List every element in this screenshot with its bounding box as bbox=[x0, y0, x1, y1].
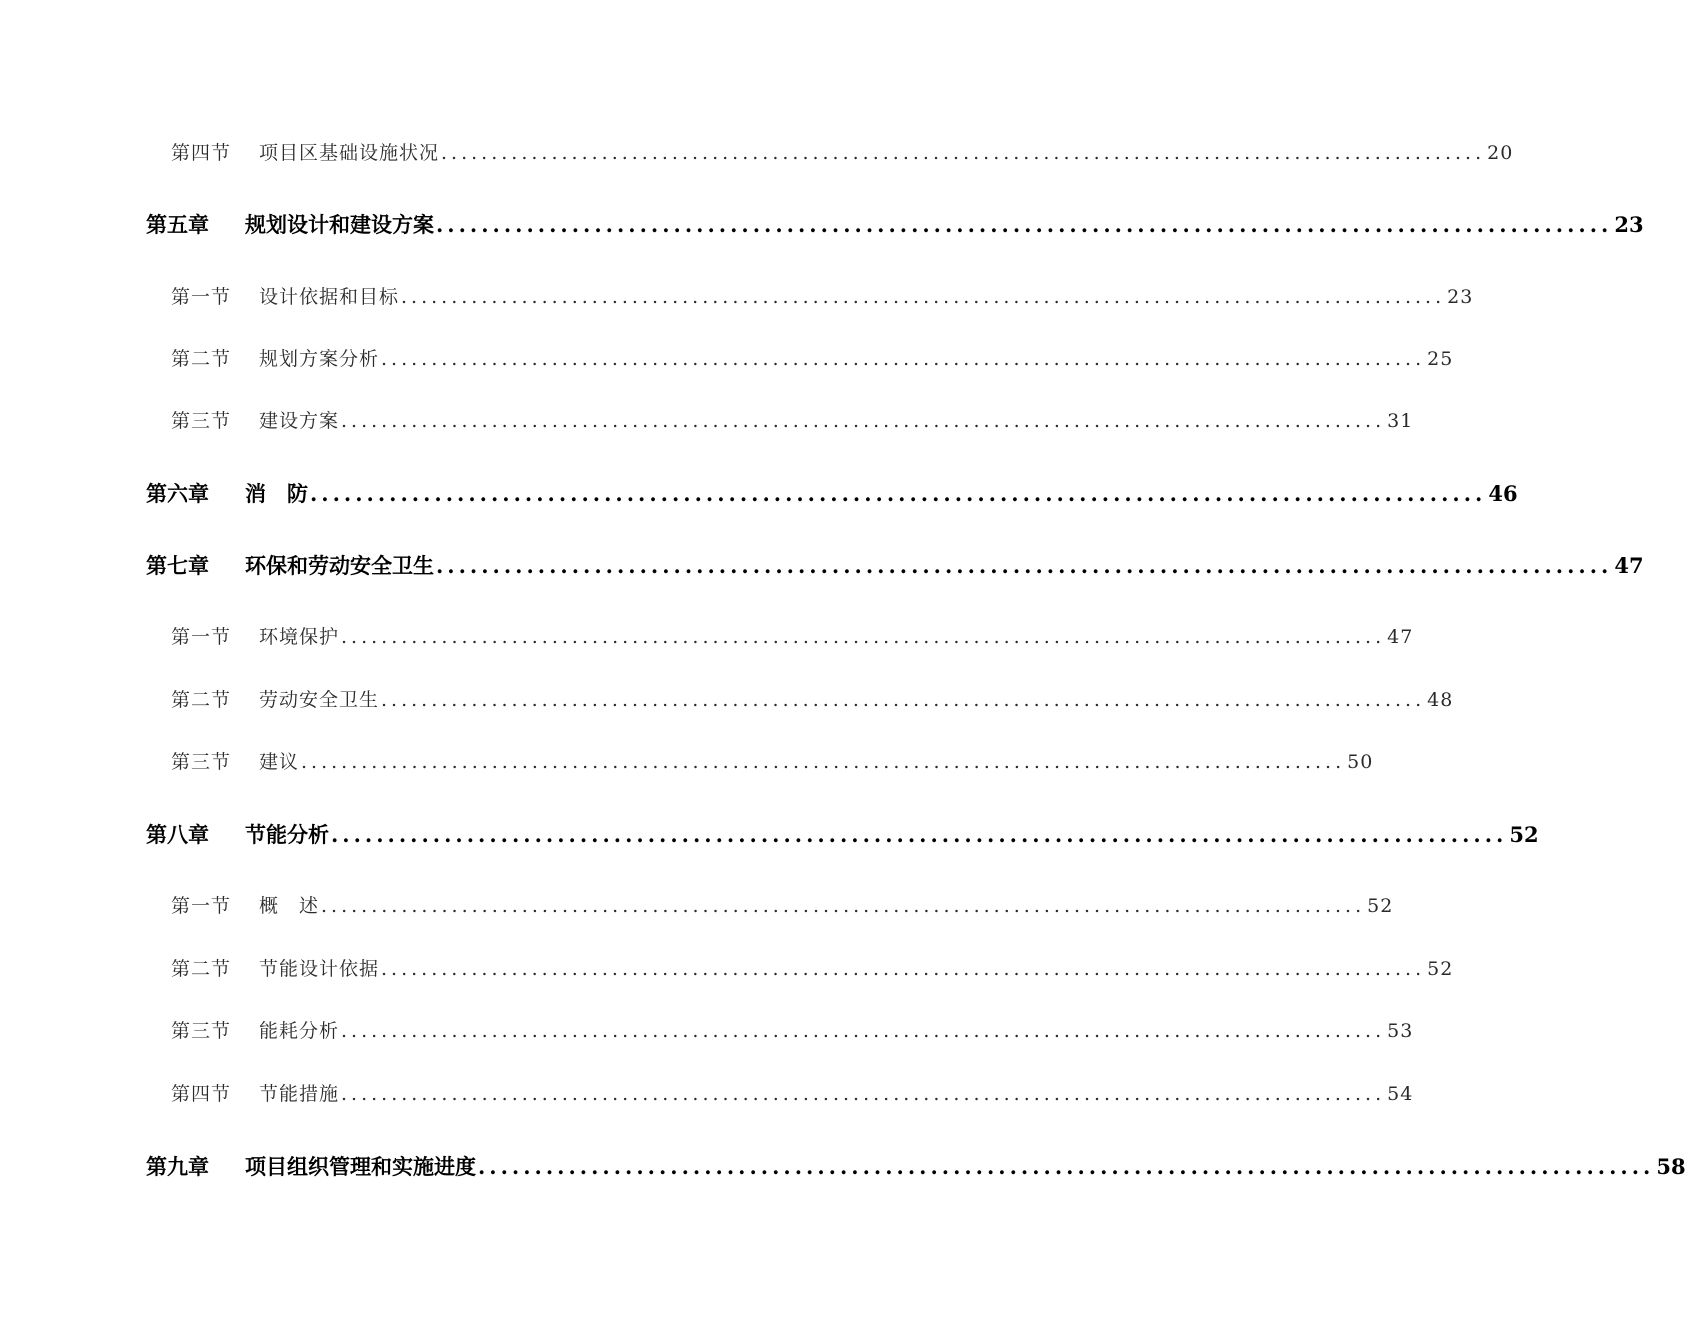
entry-number: 第八章 bbox=[146, 822, 209, 847]
entry-number: 第一节 bbox=[171, 626, 232, 648]
entry-title: 能耗分析 bbox=[259, 1020, 340, 1042]
entry-page-number: 46 bbox=[1488, 481, 1518, 506]
toc-entry-section[interactable] bbox=[171, 1079, 1414, 1106]
entry-number: 第三节 bbox=[171, 410, 232, 432]
leader-dots: ........................................................................................................ bbox=[436, 553, 1613, 578]
entry-number: 第一节 bbox=[171, 286, 232, 308]
entry-title: 项目区基础设施状况 bbox=[259, 142, 440, 164]
leader-dots: ........................................................................................................ bbox=[310, 481, 1487, 506]
entry-title: 环境保护 bbox=[259, 626, 340, 648]
entry-number: 第七章 bbox=[146, 553, 209, 578]
entry-number: 第九章 bbox=[146, 1154, 209, 1179]
toc-entry-section[interactable] bbox=[171, 891, 1394, 918]
toc-entry-section[interactable] bbox=[171, 282, 1474, 309]
entry-title: 环保和劳动安全卫生 bbox=[245, 553, 434, 578]
entry-title: 建议 bbox=[259, 751, 300, 773]
toc-entry-chapter[interactable] bbox=[146, 819, 1539, 849]
entry-title: 概 述 bbox=[259, 895, 320, 917]
entry-title: 规划设计和建设方案 bbox=[245, 212, 434, 237]
leader-dots: ........................................................................................................ bbox=[341, 1083, 1386, 1105]
entry-page-number: 52 bbox=[1427, 958, 1454, 980]
entry-page-number: 52 bbox=[1367, 895, 1394, 917]
entry-title: 消 防 bbox=[245, 481, 308, 506]
toc-entry-section[interactable] bbox=[171, 622, 1414, 649]
toc-entry-section[interactable] bbox=[171, 747, 1374, 774]
toc-entry-chapter[interactable] bbox=[146, 478, 1518, 508]
entry-page-number: 23 bbox=[1614, 212, 1644, 237]
toc-entry-section[interactable] bbox=[171, 406, 1414, 433]
entry-number: 第一节 bbox=[171, 895, 232, 917]
entry-page-number: 52 bbox=[1509, 822, 1539, 847]
toc-entry-section[interactable] bbox=[171, 1016, 1414, 1043]
entry-title: 节能分析 bbox=[245, 822, 329, 847]
leader-dots: ........................................................................................................ bbox=[401, 286, 1446, 308]
entry-title: 节能设计依据 bbox=[259, 958, 380, 980]
leader-dots: ........................................................................................................ bbox=[331, 822, 1508, 847]
toc-entry-chapter[interactable] bbox=[146, 209, 1644, 239]
entry-page-number: 25 bbox=[1427, 348, 1454, 370]
entry-page-number: 20 bbox=[1487, 142, 1514, 164]
leader-dots: ........................................................................................................ bbox=[381, 348, 1426, 370]
leader-dots: ........................................................................................................ bbox=[301, 751, 1346, 773]
leader-dots: ........................................................................................................ bbox=[341, 626, 1386, 648]
leader-dots: ........................................................................................................ bbox=[436, 212, 1613, 237]
toc-entry-section[interactable] bbox=[171, 344, 1454, 371]
entry-page-number: 53 bbox=[1387, 1020, 1414, 1042]
entry-number: 第四节 bbox=[171, 142, 232, 164]
entry-page-number: 58 bbox=[1656, 1154, 1686, 1179]
toc-entry-chapter[interactable] bbox=[146, 1151, 1686, 1181]
leader-dots: ........................................................................................................ bbox=[441, 142, 1486, 164]
leader-dots: ........................................................................................................ bbox=[381, 689, 1426, 711]
entry-number: 第二节 bbox=[171, 958, 232, 980]
entry-page-number: 48 bbox=[1427, 689, 1454, 711]
entry-number: 第六章 bbox=[146, 481, 209, 506]
leader-dots: ........................................................................................................ bbox=[381, 958, 1426, 980]
entry-page-number: 54 bbox=[1387, 1083, 1414, 1105]
leader-dots: ........................................................................................................ bbox=[478, 1154, 1655, 1179]
entry-number: 第三节 bbox=[171, 1020, 232, 1042]
toc-entry-chapter[interactable] bbox=[146, 550, 1644, 580]
entry-number: 第二节 bbox=[171, 689, 232, 711]
entry-page-number: 47 bbox=[1387, 626, 1414, 648]
entry-title: 项目组织管理和实施进度 bbox=[245, 1154, 476, 1179]
entry-title: 设计依据和目标 bbox=[259, 286, 400, 308]
entry-title: 节能措施 bbox=[259, 1083, 340, 1105]
toc-entry-section[interactable] bbox=[171, 685, 1454, 712]
entry-number: 第四节 bbox=[171, 1083, 232, 1105]
entry-number: 第二节 bbox=[171, 348, 232, 370]
leader-dots: ........................................................................................................ bbox=[341, 1020, 1386, 1042]
entry-page-number: 50 bbox=[1347, 751, 1374, 773]
leader-dots: ........................................................................................................ bbox=[341, 410, 1386, 432]
entry-title: 建设方案 bbox=[259, 410, 340, 432]
toc-entry-section[interactable] bbox=[171, 138, 1514, 165]
leader-dots: ........................................................................................................ bbox=[321, 895, 1366, 917]
entry-page-number: 23 bbox=[1447, 286, 1474, 308]
entry-number: 第五章 bbox=[146, 212, 209, 237]
entry-page-number: 31 bbox=[1387, 410, 1414, 432]
entry-title: 规划方案分析 bbox=[259, 348, 380, 370]
entry-number: 第三节 bbox=[171, 751, 232, 773]
entry-title: 劳动安全卫生 bbox=[259, 689, 380, 711]
toc-entry-section[interactable] bbox=[171, 954, 1454, 981]
entry-page-number: 47 bbox=[1614, 553, 1644, 578]
